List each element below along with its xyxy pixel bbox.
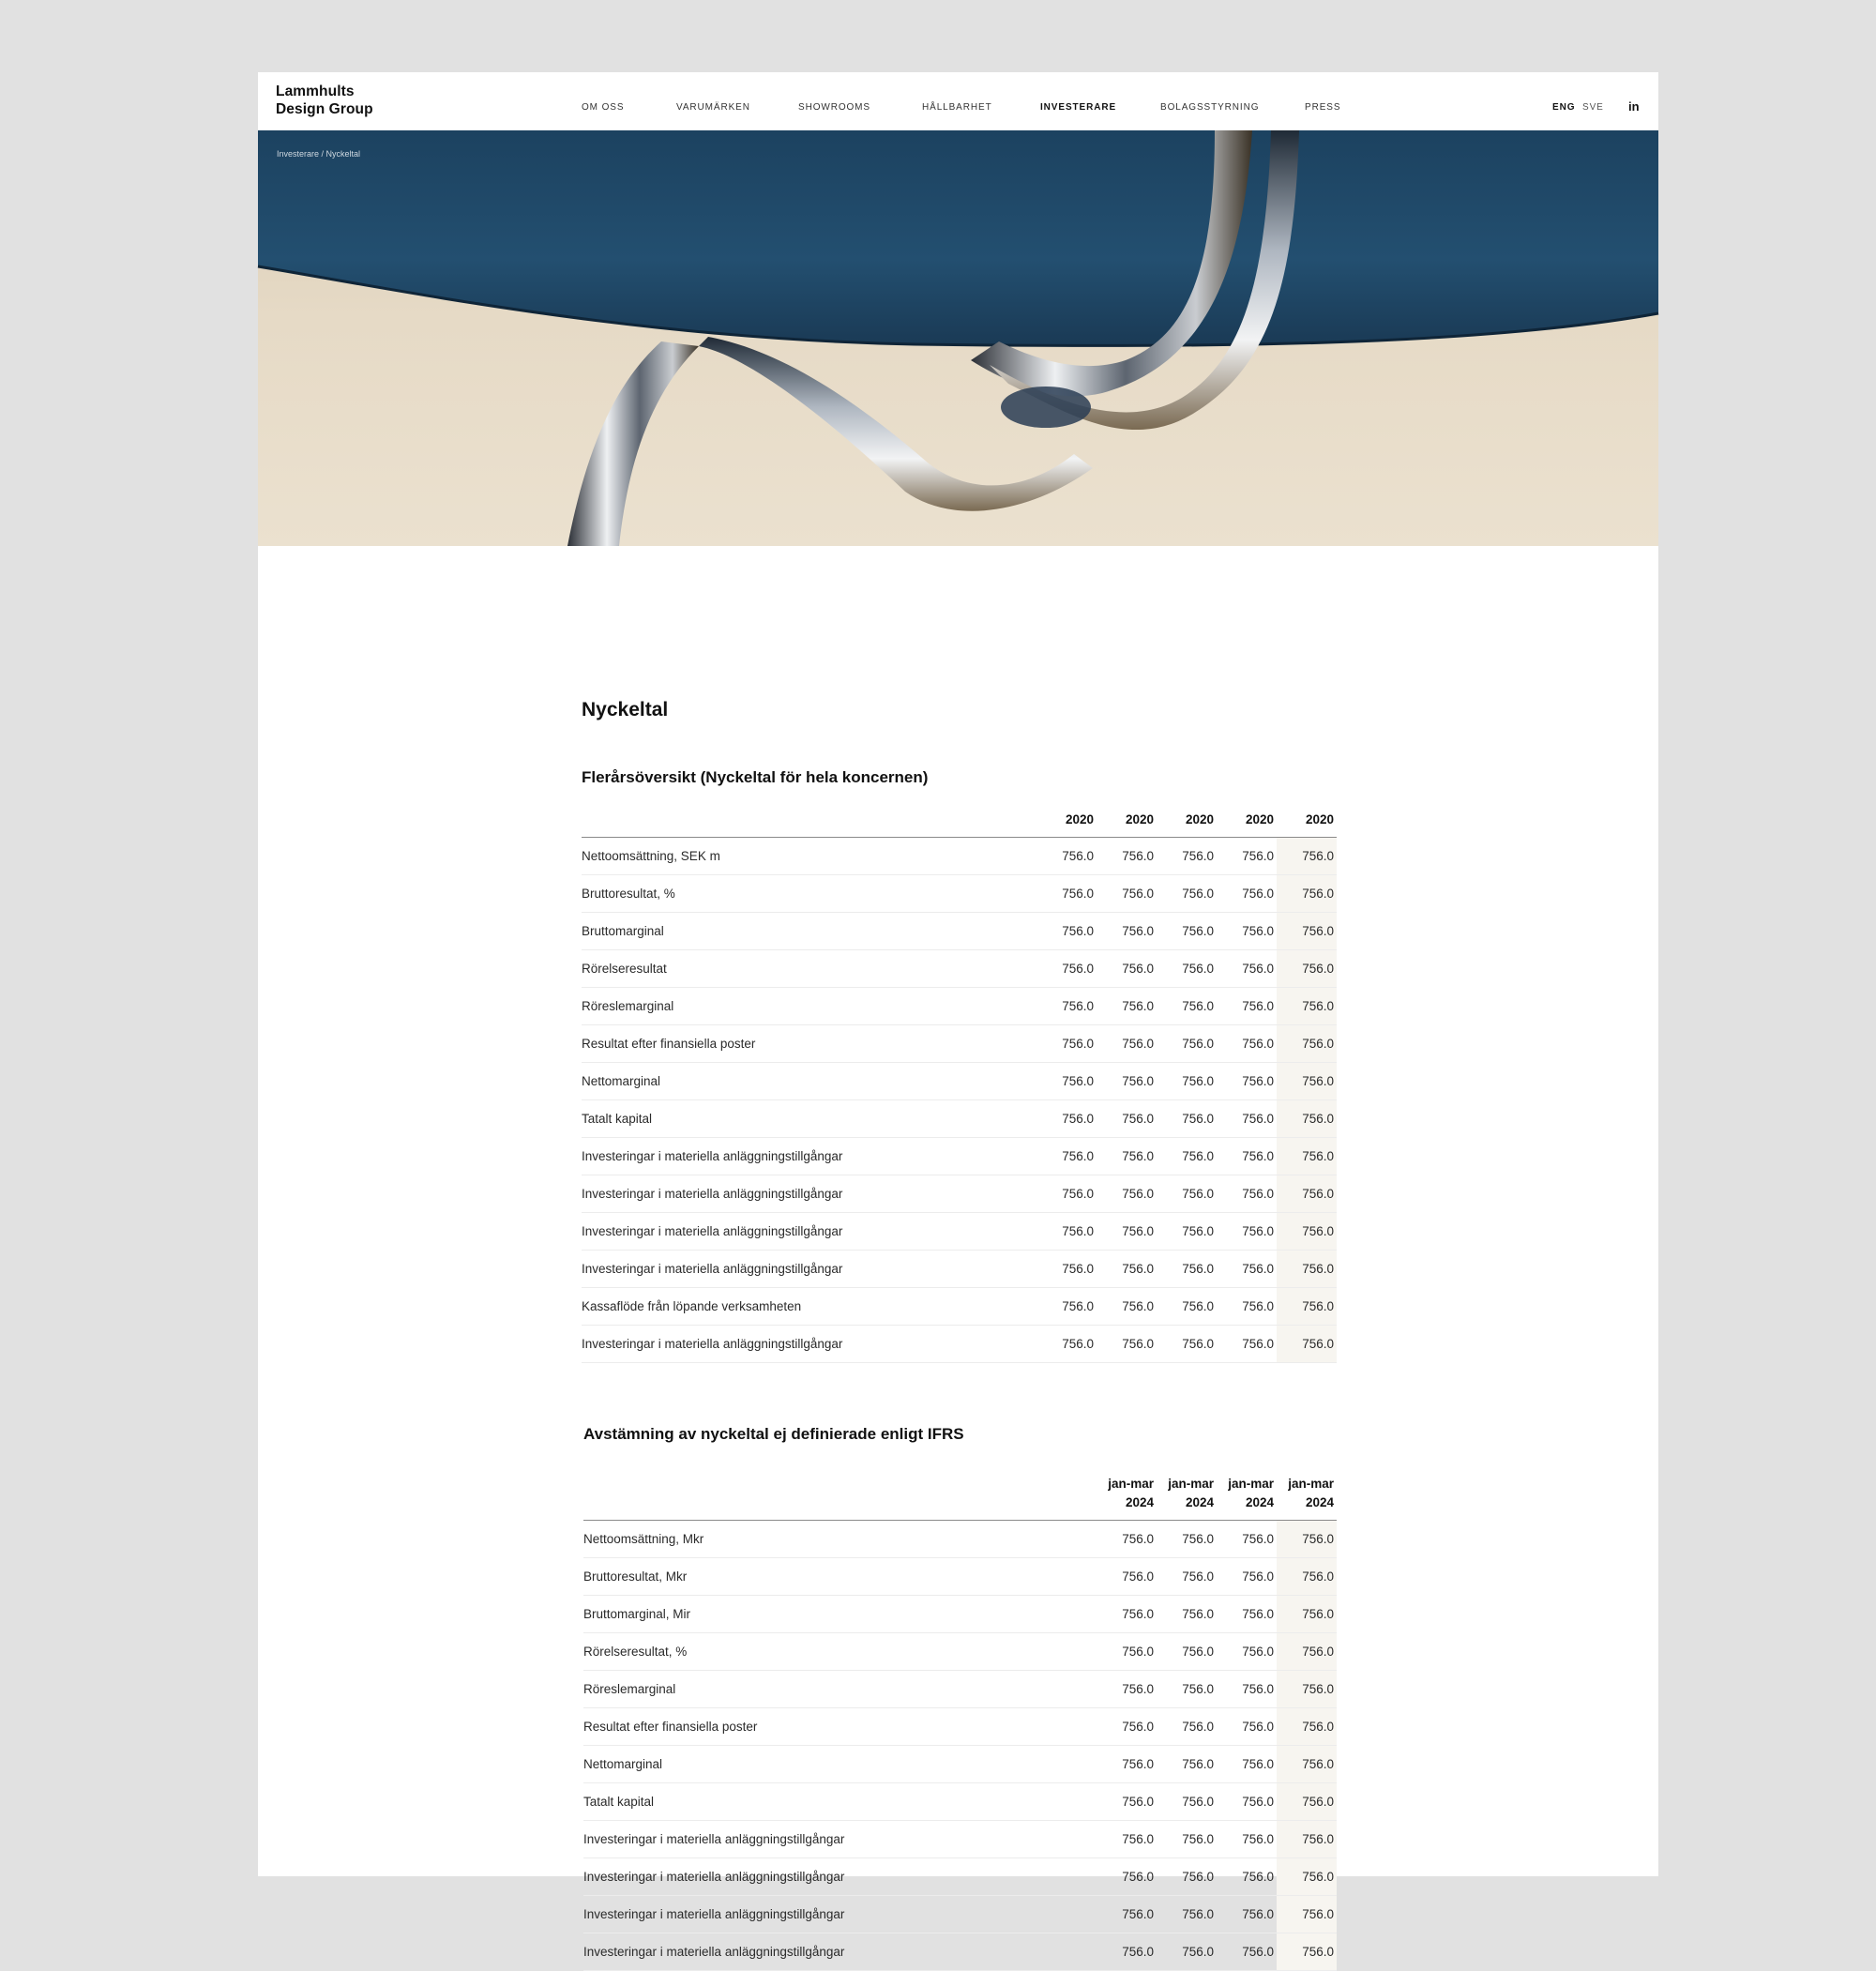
- nav-item-investerare[interactable]: INVESTERARE: [1040, 102, 1117, 113]
- row-value: 756.0: [1036, 1213, 1097, 1251]
- row-label: Investeringar i materiella anläggningstillgångar: [583, 1858, 1097, 1896]
- row-value: 756.0: [1157, 1288, 1217, 1326]
- table-row: [582, 1251, 1337, 1288]
- row-value: 756.0: [1157, 1633, 1217, 1671]
- logo[interactable]: [276, 83, 373, 118]
- row-value: 756.0: [1217, 1063, 1277, 1100]
- nav-item-om-oss[interactable]: OM OSS: [582, 102, 625, 113]
- table-row: [582, 1288, 1337, 1326]
- row-value: 756.0: [1217, 1858, 1277, 1896]
- row-value: 756.0: [1277, 1063, 1337, 1100]
- table-header-label: [583, 1475, 1097, 1521]
- row-value: 756.0: [1277, 1671, 1337, 1708]
- table-row: [583, 1896, 1337, 1933]
- table-row: [582, 913, 1337, 950]
- row-value: 756.0: [1036, 988, 1097, 1025]
- period-line-2: 2024: [1185, 1495, 1214, 1509]
- row-label: Investeringar i materiella anläggningstillgångar: [582, 1138, 1036, 1175]
- row-value: 756.0: [1277, 1596, 1337, 1633]
- row-value: 756.0: [1036, 875, 1097, 913]
- row-value: 756.0: [1097, 950, 1157, 988]
- row-value: 756.0: [1036, 1326, 1097, 1363]
- row-value: 756.0: [1036, 1138, 1097, 1175]
- row-value: 756.0: [1157, 913, 1217, 950]
- period-line-1: jan-mar: [1168, 1477, 1214, 1491]
- row-value: 756.0: [1036, 950, 1097, 988]
- table-header-row: [582, 811, 1337, 838]
- hero-image: [258, 130, 1658, 546]
- table-row: [583, 1596, 1337, 1633]
- table-row: [582, 1063, 1337, 1100]
- logo-line-1: Lammhults: [276, 83, 355, 99]
- row-value: 756.0: [1097, 1858, 1157, 1896]
- row-value: 756.0: [1097, 1175, 1157, 1213]
- row-label: Investeringar i materiella anläggningstillgångar: [583, 1896, 1097, 1933]
- table-row: [583, 1821, 1337, 1858]
- row-label: Tatalt kapital: [583, 1783, 1097, 1821]
- row-value: 756.0: [1277, 1896, 1337, 1933]
- row-label: Nettomarginal: [582, 1063, 1036, 1100]
- row-label: Kassaflöde från löpande verksamheten: [582, 1288, 1036, 1326]
- row-value: 756.0: [1157, 950, 1217, 988]
- row-label: Rörelseresultat, %: [583, 1633, 1097, 1671]
- row-value: 756.0: [1277, 913, 1337, 950]
- nav-item-showrooms[interactable]: SHOWROOMS: [798, 102, 870, 113]
- row-value: 756.0: [1097, 1521, 1157, 1558]
- row-value: 756.0: [1036, 838, 1097, 875]
- row-value: 756.0: [1277, 1326, 1337, 1363]
- row-value: 756.0: [1097, 1138, 1157, 1175]
- row-label: Bruttomarginal, Mir: [583, 1596, 1097, 1633]
- row-label: Bruttoresultat, %: [582, 875, 1036, 913]
- row-value: 756.0: [1157, 1671, 1217, 1708]
- row-value: 756.0: [1157, 1783, 1217, 1821]
- row-value: 756.0: [1097, 1100, 1157, 1138]
- row-value: 756.0: [1157, 1821, 1217, 1858]
- row-value: 756.0: [1217, 988, 1277, 1025]
- row-value: 756.0: [1277, 1025, 1337, 1063]
- row-label: Investeringar i materiella anläggningstillgångar: [582, 1213, 1036, 1251]
- period-line-1: jan-mar: [1108, 1477, 1154, 1491]
- table2-title: Avstämning av nyckeltal ej definierade enligt IFRS: [583, 1425, 964, 1443]
- row-value: 756.0: [1097, 1746, 1157, 1783]
- table-header-year: 2020: [1217, 811, 1277, 838]
- row-value: 756.0: [1157, 875, 1217, 913]
- row-value: 756.0: [1097, 1896, 1157, 1933]
- nav-item-varumarken[interactable]: VARUMÄRKEN: [676, 102, 750, 113]
- row-value: 756.0: [1157, 1100, 1217, 1138]
- lang-eng[interactable]: ENG: [1552, 102, 1576, 113]
- row-value: 756.0: [1217, 1326, 1277, 1363]
- table-row: [582, 1025, 1337, 1063]
- table-header-year: 2020: [1157, 811, 1217, 838]
- nav-item-press[interactable]: PRESS: [1305, 102, 1341, 113]
- row-value: 756.0: [1217, 1558, 1277, 1596]
- row-value: 756.0: [1277, 988, 1337, 1025]
- row-value: 756.0: [1097, 1708, 1157, 1746]
- row-value: 756.0: [1036, 1063, 1097, 1100]
- row-value: 756.0: [1097, 1251, 1157, 1288]
- row-label: Nettomarginal: [583, 1746, 1097, 1783]
- row-value: 756.0: [1277, 1138, 1337, 1175]
- table-row: [582, 1138, 1337, 1175]
- row-label: Resultat efter finansiella poster: [582, 1025, 1036, 1063]
- row-value: 756.0: [1217, 1708, 1277, 1746]
- row-value: 756.0: [1157, 1596, 1217, 1633]
- row-value: 756.0: [1217, 1025, 1277, 1063]
- table-header-row: [583, 1475, 1337, 1521]
- table-row: [583, 1933, 1337, 1971]
- row-label: Investeringar i materiella anläggningstillgångar: [582, 1251, 1036, 1288]
- row-value: 756.0: [1277, 950, 1337, 988]
- table-row: [582, 838, 1337, 875]
- row-value: 756.0: [1277, 1708, 1337, 1746]
- row-value: 756.0: [1277, 1175, 1337, 1213]
- row-value: 756.0: [1217, 1746, 1277, 1783]
- row-label: Röreslemarginal: [583, 1671, 1097, 1708]
- row-value: 756.0: [1036, 1288, 1097, 1326]
- row-value: 756.0: [1157, 838, 1217, 875]
- period-line-1: jan-mar: [1288, 1477, 1334, 1491]
- row-label: Tatalt kapital: [582, 1100, 1036, 1138]
- row-value: 756.0: [1097, 1596, 1157, 1633]
- row-value: 756.0: [1217, 1896, 1277, 1933]
- row-value: 756.0: [1217, 1596, 1277, 1633]
- breadcrumb[interactable]: Investerare / Nyckeltal: [277, 149, 361, 159]
- row-value: 756.0: [1217, 1138, 1277, 1175]
- row-value: 756.0: [1157, 1521, 1217, 1558]
- row-value: 756.0: [1217, 1821, 1277, 1858]
- page: [258, 72, 1658, 1959]
- table-row: [583, 1521, 1337, 1558]
- table-header-year: 2020: [1097, 811, 1157, 838]
- row-value: 756.0: [1097, 1671, 1157, 1708]
- row-value: 756.0: [1217, 1783, 1277, 1821]
- table-row: [583, 1633, 1337, 1671]
- table-row: [582, 950, 1337, 988]
- row-value: 756.0: [1097, 988, 1157, 1025]
- table-row: [583, 1558, 1337, 1596]
- row-value: 756.0: [1097, 1288, 1157, 1326]
- row-value: 756.0: [1157, 1558, 1217, 1596]
- row-value: 756.0: [1036, 1025, 1097, 1063]
- row-value: 756.0: [1277, 1783, 1337, 1821]
- table-row: [583, 1746, 1337, 1783]
- row-value: 756.0: [1157, 1175, 1217, 1213]
- row-value: 756.0: [1277, 1100, 1337, 1138]
- row-label: Investeringar i materiella anläggningstillgångar: [582, 1326, 1036, 1363]
- row-value: 756.0: [1157, 1858, 1217, 1896]
- row-label: Rörelseresultat: [582, 950, 1036, 988]
- multi-year-overview-table: [582, 811, 1337, 1363]
- row-value: 756.0: [1277, 1213, 1337, 1251]
- row-value: 756.0: [1277, 1251, 1337, 1288]
- row-value: 756.0: [1157, 1063, 1217, 1100]
- row-value: 756.0: [1277, 1858, 1337, 1896]
- row-value: 756.0: [1097, 1933, 1157, 1971]
- row-value: 756.0: [1277, 1558, 1337, 1596]
- row-value: 756.0: [1097, 1326, 1157, 1363]
- row-value: 756.0: [1157, 1213, 1217, 1251]
- table-row: [583, 1783, 1337, 1821]
- ifrs-reconciliation-table: [583, 1475, 1337, 1971]
- row-value: 756.0: [1097, 1783, 1157, 1821]
- site-header: [258, 72, 1658, 130]
- row-label: Investeringar i materiella anläggningstillgångar: [582, 1175, 1036, 1213]
- table-row: [582, 988, 1337, 1025]
- row-value: 756.0: [1157, 1138, 1217, 1175]
- table-header-label: [582, 811, 1036, 838]
- row-label: Investeringar i materiella anläggningstillgångar: [583, 1933, 1097, 1971]
- row-value: 756.0: [1277, 1633, 1337, 1671]
- table-row: [583, 1671, 1337, 1708]
- nav-item-hallbarhet[interactable]: HÅLLBARHET: [922, 102, 992, 113]
- row-value: 756.0: [1277, 1746, 1337, 1783]
- linkedin-icon[interactable]: in: [1628, 99, 1640, 114]
- period-line-2: 2024: [1245, 1495, 1274, 1509]
- row-value: 756.0: [1097, 1558, 1157, 1596]
- table-row: [582, 1100, 1337, 1138]
- row-label: Resultat efter finansiella poster: [583, 1708, 1097, 1746]
- table-header-period: [1097, 1475, 1157, 1521]
- row-value: 756.0: [1217, 950, 1277, 988]
- row-value: 756.0: [1277, 1288, 1337, 1326]
- row-value: 756.0: [1157, 1896, 1217, 1933]
- row-value: 756.0: [1217, 875, 1277, 913]
- period-line-2: 2024: [1305, 1495, 1334, 1509]
- logo-line-2: Design Group: [276, 101, 373, 117]
- row-value: 756.0: [1097, 838, 1157, 875]
- table-header-period: [1217, 1475, 1277, 1521]
- row-value: 756.0: [1097, 1213, 1157, 1251]
- row-value: 756.0: [1217, 1521, 1277, 1558]
- table-header-period: [1157, 1475, 1217, 1521]
- row-value: 756.0: [1097, 913, 1157, 950]
- row-value: 756.0: [1217, 1100, 1277, 1138]
- period-line-1: jan-mar: [1228, 1477, 1274, 1491]
- row-value: 756.0: [1277, 1933, 1337, 1971]
- table-row: [582, 1326, 1337, 1363]
- table-row: [582, 875, 1337, 913]
- row-value: 756.0: [1097, 875, 1157, 913]
- lang-sve[interactable]: SVE: [1582, 102, 1604, 113]
- nav-item-bolagsstyrning[interactable]: BOLAGSSTYRNING: [1160, 102, 1260, 113]
- row-label: Bruttoresultat, Mkr: [583, 1558, 1097, 1596]
- row-value: 756.0: [1097, 1821, 1157, 1858]
- row-value: 756.0: [1217, 1175, 1277, 1213]
- row-label: Bruttomarginal: [582, 913, 1036, 950]
- row-value: 756.0: [1277, 838, 1337, 875]
- table1-title: Flerårsöversikt (Nyckeltal för hela koncernen): [582, 768, 929, 786]
- row-label: Röreslemarginal: [582, 988, 1036, 1025]
- table-row: [582, 1213, 1337, 1251]
- row-value: 756.0: [1217, 1633, 1277, 1671]
- row-value: 756.0: [1217, 838, 1277, 875]
- row-value: 756.0: [1036, 1175, 1097, 1213]
- row-value: 756.0: [1217, 913, 1277, 950]
- row-value: 756.0: [1097, 1063, 1157, 1100]
- table-row: [583, 1708, 1337, 1746]
- row-label: Nettoomsättning, SEK m: [582, 838, 1036, 875]
- row-value: 756.0: [1277, 875, 1337, 913]
- row-value: 756.0: [1157, 1025, 1217, 1063]
- hero-chair-illustration: [258, 130, 1658, 546]
- row-value: 756.0: [1217, 1288, 1277, 1326]
- row-value: 756.0: [1036, 1251, 1097, 1288]
- row-value: 756.0: [1097, 1025, 1157, 1063]
- row-value: 756.0: [1157, 1708, 1217, 1746]
- table-header-year: 2020: [1036, 811, 1097, 838]
- row-value: 756.0: [1157, 1326, 1217, 1363]
- table-header-period: [1277, 1475, 1337, 1521]
- row-value: 756.0: [1036, 913, 1097, 950]
- row-value: 756.0: [1097, 1633, 1157, 1671]
- row-label: Investeringar i materiella anläggningstillgångar: [583, 1821, 1097, 1858]
- row-label: Nettoomsättning, Mkr: [583, 1521, 1097, 1558]
- row-value: 756.0: [1277, 1521, 1337, 1558]
- table-row: [583, 1858, 1337, 1896]
- page-title: Nyckeltal: [582, 699, 669, 720]
- row-value: 756.0: [1217, 1933, 1277, 1971]
- row-value: 756.0: [1157, 988, 1217, 1025]
- row-value: 756.0: [1217, 1251, 1277, 1288]
- row-value: 756.0: [1277, 1821, 1337, 1858]
- row-value: 756.0: [1157, 1746, 1217, 1783]
- period-line-2: 2024: [1125, 1495, 1154, 1509]
- row-value: 756.0: [1157, 1933, 1217, 1971]
- table-row: [582, 1175, 1337, 1213]
- row-value: 756.0: [1036, 1100, 1097, 1138]
- row-value: 756.0: [1217, 1213, 1277, 1251]
- row-value: 756.0: [1157, 1251, 1217, 1288]
- row-value: 756.0: [1217, 1671, 1277, 1708]
- table-header-year: 2020: [1277, 811, 1337, 838]
